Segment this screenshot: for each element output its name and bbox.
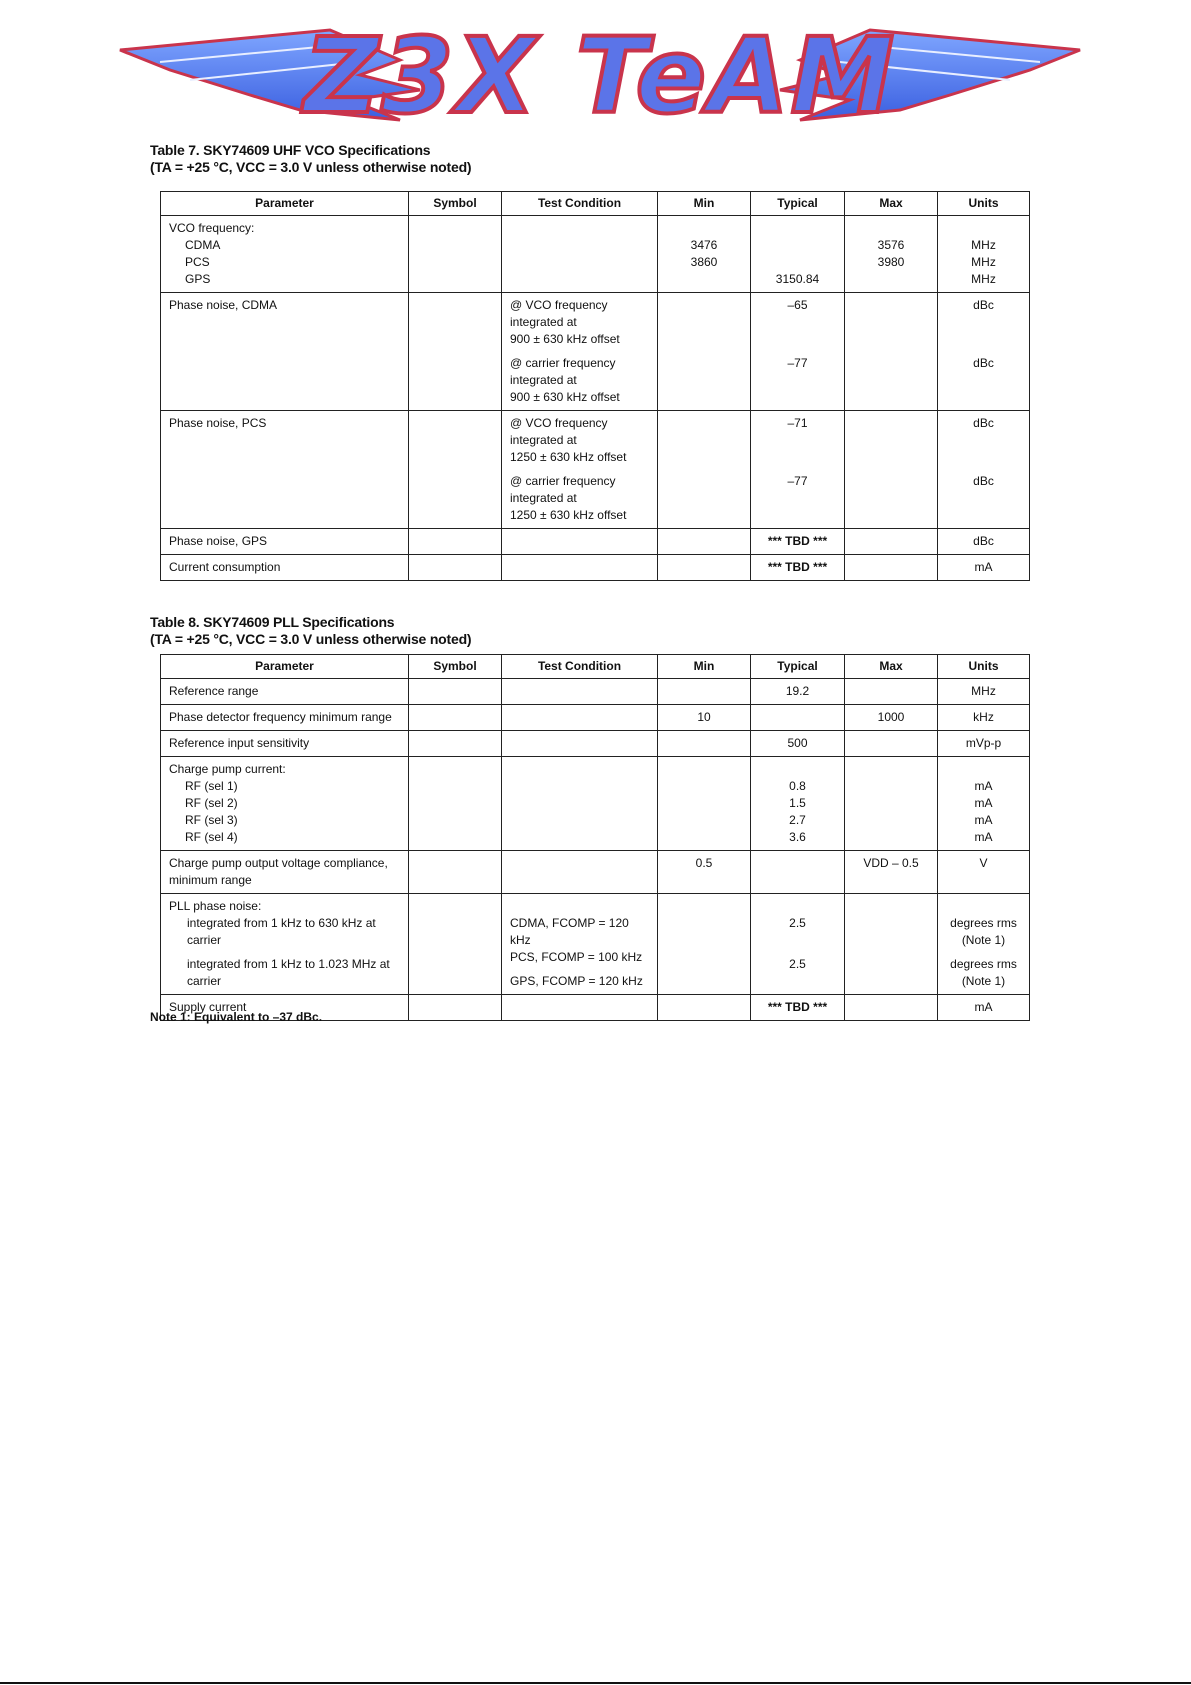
param-label: Charge pump output voltage compliance, <box>169 856 388 870</box>
test-condition: @ carrier frequency <box>510 356 616 370</box>
typ-value: –71 <box>787 416 808 430</box>
col-header: Max <box>845 192 938 216</box>
test-condition: @ VCO frequency <box>510 298 608 312</box>
param-sub: RF (sel 4) <box>185 830 238 844</box>
col-header: Test Condition <box>502 655 658 679</box>
footnote-text: Note 1: Equivalent to –37 dBc. <box>150 1010 323 1024</box>
param-sub: integrated from 1 kHz to 630 kHz at <box>187 916 376 930</box>
min-value: 0.5 <box>695 856 713 870</box>
unit-value: mA <box>974 796 993 810</box>
table8-header-row <box>161 655 1030 679</box>
typ-value: 3.6 <box>789 830 806 844</box>
table-row <box>161 851 1030 894</box>
unit-value: mA <box>974 1000 993 1014</box>
min-value: 3860 <box>690 255 718 269</box>
unit-value: dBc <box>973 416 994 430</box>
unit-value: kHz <box>973 710 994 724</box>
col-header: Units <box>938 192 1030 216</box>
test-condition: integrated at <box>510 315 577 329</box>
param-sub: RF (sel 3) <box>185 813 238 827</box>
unit-value: MHz <box>971 684 996 698</box>
typ-value: 3150.84 <box>775 272 820 286</box>
col-header: Typical <box>751 192 845 216</box>
col-header: Test Condition <box>502 192 658 216</box>
col-header: Typical <box>751 655 845 679</box>
col-header: Symbol <box>409 655 502 679</box>
min-value: 3476 <box>690 238 718 252</box>
param-sub: carrier <box>187 933 222 947</box>
unit-value: mA <box>974 560 993 574</box>
table8-title-block <box>150 614 471 648</box>
table-row <box>161 411 1030 529</box>
table-row <box>161 757 1030 851</box>
typ-value: –77 <box>787 474 808 488</box>
typ-value: 2.5 <box>789 916 806 930</box>
param-label: Supply current <box>169 1000 247 1014</box>
param-label: Charge pump current: <box>169 762 286 776</box>
unit-value: dBc <box>973 298 994 312</box>
unit-value: degrees rms <box>950 957 1017 971</box>
unit-value: MHz <box>971 255 996 269</box>
param-label: Current consumption <box>169 560 281 574</box>
col-header: Parameter <box>161 655 409 679</box>
page-bottom-rule <box>0 1682 1191 1684</box>
test-condition: 900 ± 630 kHz offset <box>510 390 620 404</box>
table-row <box>161 555 1030 581</box>
typ-value: –77 <box>787 356 808 370</box>
max-value: 1000 <box>877 710 905 724</box>
table7-header-row <box>161 192 1030 216</box>
min-value: 10 <box>697 710 711 724</box>
test-condition: integrated at <box>510 373 577 387</box>
test-condition: 900 ± 630 kHz offset <box>510 332 620 346</box>
typ-value: 2.7 <box>789 813 806 827</box>
typ-value: 19.2 <box>785 684 810 698</box>
team-logo <box>100 0 1100 142</box>
col-header: Min <box>658 655 751 679</box>
max-value: VDD – 0.5 <box>863 856 919 870</box>
table7-title-block <box>150 142 471 176</box>
table-row <box>161 529 1030 555</box>
unit-value: mA <box>974 830 993 844</box>
table-row <box>161 216 1030 293</box>
test-condition: 1250 ± 630 kHz offset <box>510 450 627 464</box>
test-condition: GPS, FCOMP = 120 kHz <box>510 974 643 988</box>
table-row <box>161 705 1030 731</box>
table7-subtitle: (TA = +25 °C, VCC = 3.0 V unless otherwise noted) <box>150 159 472 175</box>
typ-value: 500 <box>787 736 808 750</box>
logo-text: Z3X TeAM <box>303 15 897 137</box>
typ-value: –65 <box>787 298 808 312</box>
param-label: Phase detector frequency minimum range <box>169 710 392 724</box>
table-row <box>161 894 1030 995</box>
typ-value: *** TBD *** <box>767 1000 828 1014</box>
unit-value: dBc <box>973 356 994 370</box>
test-condition: @ VCO frequency <box>510 416 608 430</box>
param-label: Reference range <box>169 684 259 698</box>
unit-value: (Note 1) <box>961 933 1006 947</box>
unit-value: MHz <box>971 272 996 286</box>
col-header: Parameter <box>161 192 409 216</box>
unit-value: (Note 1) <box>961 974 1006 988</box>
param-sub: integrated from 1 kHz to 1.023 MHz at <box>187 957 390 971</box>
test-condition: CDMA, FCOMP = 120 kHz <box>510 916 629 947</box>
table8-title: Table 8. SKY74609 PLL Specifications <box>150 614 395 630</box>
table8-subtitle: (TA = +25 °C, VCC = 3.0 V unless otherwise noted) <box>150 631 472 647</box>
col-header: Max <box>845 655 938 679</box>
unit-value: degrees rms <box>950 916 1017 930</box>
footnote <box>150 1010 1020 1027</box>
unit-value: mVp-p <box>965 736 1002 750</box>
max-value: 3980 <box>877 255 905 269</box>
param-sub: RF (sel 2) <box>185 796 238 810</box>
unit-value: mA <box>974 779 993 793</box>
typ-value: 0.8 <box>789 779 806 793</box>
table8 <box>160 654 1030 1021</box>
unit-value: MHz <box>971 238 996 252</box>
test-condition: integrated at <box>510 433 577 447</box>
table7-title: Table 7. SKY74609 UHF VCO Specifications <box>150 142 431 158</box>
unit-value: mA <box>974 813 993 827</box>
param-sub: RF (sel 1) <box>185 779 238 793</box>
param-label: Phase noise, GPS <box>169 534 268 548</box>
param-sub: PCS <box>185 255 210 269</box>
typ-value: *** TBD *** <box>767 534 828 548</box>
table-row <box>161 679 1030 705</box>
table-row <box>161 293 1030 411</box>
param-label: Phase noise, CDMA <box>169 298 278 312</box>
table-row <box>161 731 1030 757</box>
param-sub: GPS <box>185 272 211 286</box>
test-condition: @ carrier frequency <box>510 474 616 488</box>
col-header: Units <box>938 655 1030 679</box>
col-header: Symbol <box>409 192 502 216</box>
param-label: PLL phase noise: <box>169 899 262 913</box>
test-condition: 1250 ± 630 kHz offset <box>510 508 627 522</box>
unit-value: dBc <box>973 474 994 488</box>
unit-value: dBc <box>973 534 994 548</box>
table7 <box>160 191 1030 581</box>
max-value: 3576 <box>877 238 905 252</box>
unit-value: V <box>979 856 988 870</box>
param-label: Reference input sensitivity <box>169 736 310 750</box>
param-label: VCO frequency: <box>169 221 255 235</box>
typ-value: 2.5 <box>789 957 806 971</box>
typ-value: 1.5 <box>789 796 806 810</box>
param-sub: CDMA <box>185 238 221 252</box>
param-label: Phase noise, PCS <box>169 416 267 430</box>
test-condition: integrated at <box>510 491 577 505</box>
param-label: minimum range <box>169 873 252 887</box>
test-condition: PCS, FCOMP = 100 kHz <box>510 950 643 964</box>
param-sub: carrier <box>187 974 222 988</box>
col-header: Min <box>658 192 751 216</box>
typ-value: *** TBD *** <box>767 560 828 574</box>
